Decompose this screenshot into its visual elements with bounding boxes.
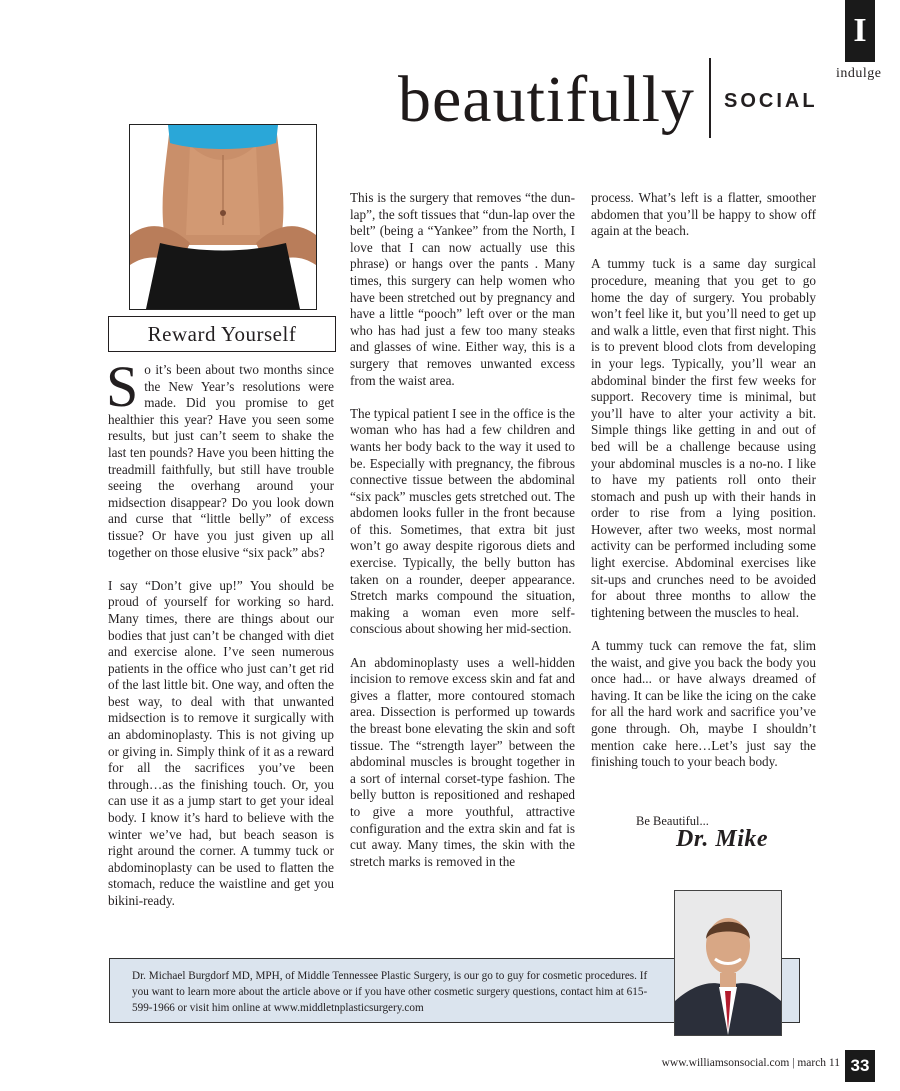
section-tab (845, 0, 875, 62)
article-column-1 (106, 354, 334, 926)
drop-cap: S (106, 354, 139, 419)
sign-off: Be Beautiful... (636, 814, 709, 828)
article-column-3 (591, 190, 816, 787)
article-subhead: Reward Yourself (108, 316, 336, 352)
doctor-portrait (674, 890, 782, 1036)
author-signature: Dr. Mike (676, 826, 769, 852)
section-tab-mark: I (853, 12, 867, 49)
paragraph: process. What’s left is a flatter, smoother abdomen that you’ll be happy to show off again at the beach. (591, 190, 816, 239)
abdomen-photo (129, 124, 317, 310)
doctor-illustration (675, 891, 781, 1035)
section-label: indulge (836, 66, 882, 81)
paragraph: A tummy tuck can remove the fat, slim the waist, and give you back the body you once had... or have always dreamed of having. It can be like the icing on the cake for all the hard work and sacrifice you’ve gone through. Oh, maybe I shouldn’t mention cake here…Let’s just say the finishing touch to your beach body. (591, 638, 816, 770)
paragraph: I say “Don’t give up!” You should be proud of yourself for working so hard. Many times, there are things about our bodies that just can’t be changed with diet and exercise alone. I’ve seen numerous patients in the office who just can’t get rid of the last little bit. One way, and often the best way, to deal with that unwanted midsection is to remove it surgically with an abdominoplasty. This is not giving up or giving in. Simply think of it as a reward for all the sacrifices you’ve been through…as the finishing touch. Or, you can use it as a jump start to get your ideal body. I know it’s hard to believe with the winter we’ve had, but beach season is right around the corner. A tummy tuck or abdominoplasty can be used to flatten the stomach, reduce the waistline and get you bikini-ready. (108, 577, 334, 908)
masthead-divider (709, 58, 711, 138)
paragraph: A tummy tuck is a same day surgical procedure, meaning that you get to go home the day of surgery. You probably won’t feel like it, but you’ll need to get up and walk a little, even that first night. This is to prevent blood clots from developing in your legs. Typically, you’ll wear an abdominal binder the first few weeks for support. Recovery time is minimal, but you’ll have to alter your activity a bit. Simple things like getting in and out of bed will be a challenge because using your abdominal muscles is a no-no. I like to have my patients roll onto their stomach and push up with their hands in order to rise from a lying position. However, after two weeks, most normal activity can be performed including some light exercise. Abdominal exercises like sit-ups and crunches need to be avoided for about three months to allow the tightening between the muscles to heal. (591, 256, 816, 620)
paragraph: An abdominoplasty uses a well-hidden incision to remove excess skin and fat and gives a flatter, more contoured stomach area. Dissection is performed up towards the breast bone elevating the skin and soft tissue. The “strength layer” between the abdominal muscles is brought together in a sort of internal corset-type fashion. The belly button is repositioned and reshaped to give a more youthful, attractive configuration and the extra skin and fat is cut away. Many times, the skin with the stretch marks is removed in the (350, 654, 575, 869)
paragraph (106, 354, 334, 561)
paragraph: The typical patient I see in the office is the woman who has had a few children and wants her body back to the way it used to be. Especially with pregnancy, the fibrous connective tissue between the abdominal “six pack” muscles gets stretched out. The abdomen looks fuller in the front because of this. Sometimes, that extra bit just won’t go away despite rigorous diets and exercise. Typically, the belly button has taken on a rounder, deeper appearance. Stretch marks compound the situation, making a woman even more self-conscious about showing her mid-section. (350, 405, 575, 637)
article-column-2 (350, 190, 575, 887)
footer-url-date: www.williamsonsocial.com | march 11 (661, 1057, 840, 1069)
author-bio-text: Dr. Michael Burgdorf MD, MPH, of Middle Tennessee Plastic Surgery, is our go to guy for cosmetic procedures. If you want to learn more about the article above or if you have other cosmetic surgery questions, contact him at 615-599-1966 or visit him online at www.middletnplasticsurgery.com (132, 970, 648, 1014)
page-number: 33 (845, 1050, 875, 1082)
abdomen-illustration (130, 125, 316, 309)
paragraph: This is the surgery that removes “the dun-lap”, the soft tissues that “dun-lap over the belt” (being a “Yankee” from the North, I love that I can now actually use this phrase) or hangs over the pants . Many times, this surgery can help women who have been stretched out by pregnancy and have a little “pooch” left over or the man who has had just a few too many steaks and glasses of wine. Either way, this is a surgery that removes unwanted excess from the waist area. (350, 190, 575, 388)
paragraph-text: o it’s been about two months since the New Year’s resolutions were made. Did you promise to get healthier this year? Have you seen some results, but just can’t seem to shake the last ten pounds? Have you been hitting the treadmill faithfully, but still have trouble seeing the overhang around your midsection disappear? Do you look down and curse that “little belly” of excess tissue? Or have you just given up all together on those elusive “six pack” abs? (108, 362, 334, 560)
masthead-subtitle: SOCIAL (724, 90, 818, 112)
masthead-title: beautifully (398, 63, 695, 136)
